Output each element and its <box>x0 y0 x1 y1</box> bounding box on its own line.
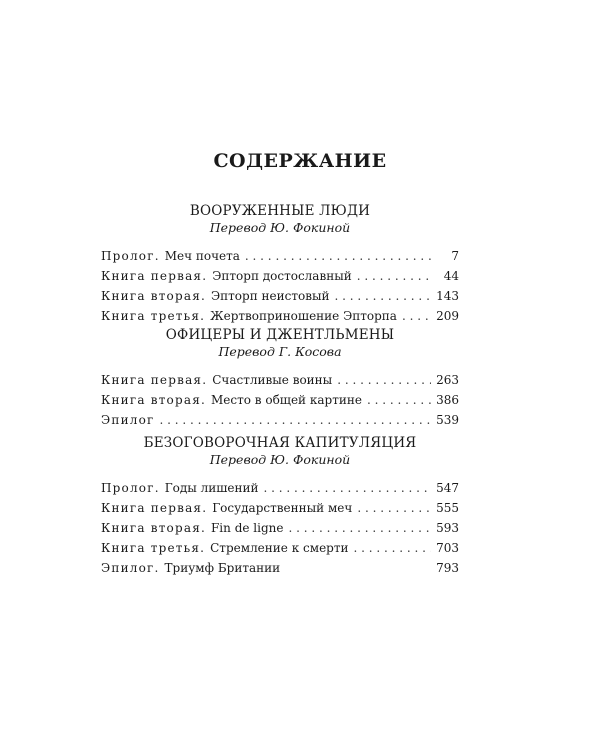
toc-section <box>101 202 459 326</box>
entry-page: 703 <box>436 541 459 555</box>
dot-leader <box>402 306 431 326</box>
entry-part: Эпилог <box>101 413 155 427</box>
entry-part: Пролог. <box>101 249 160 263</box>
dot-leader <box>337 370 431 390</box>
entry-part: Книга первая. <box>101 269 208 283</box>
dot-leader <box>354 538 432 558</box>
section-title: БЕЗОГОВОРОЧНАЯ КАПИТУЛЯЦИЯ <box>143 435 417 451</box>
entry-title: Годы лишений <box>164 481 259 495</box>
entry-title: Эпторп достославный <box>212 269 352 283</box>
entry-page: 7 <box>451 249 459 263</box>
dot-leader <box>160 410 432 430</box>
dot-leader <box>288 518 431 538</box>
entry-page: 539 <box>436 413 459 427</box>
toc-entry[interactable] <box>101 266 459 286</box>
entry-page: 593 <box>436 521 459 535</box>
toc-entry[interactable] <box>101 390 459 410</box>
entry-title: Триумф Британии <box>164 561 281 575</box>
entry-title: Место в общей картине <box>210 393 362 407</box>
section-translator: Перевод Ю. Фокиной <box>209 452 351 467</box>
dot-leader <box>245 246 432 266</box>
entries-list <box>101 246 459 326</box>
toc-entry[interactable] <box>101 478 459 498</box>
entry-title: Счастливые воины <box>212 373 333 387</box>
entry-part: Книга вторая. <box>101 521 206 535</box>
entry-title: Меч почета <box>164 249 240 263</box>
dot-leader <box>264 478 432 498</box>
toc-entry[interactable] <box>101 498 459 518</box>
section-title: ОФИЦЕРЫ И ДЖЕНТЛЬМЕНЫ <box>165 327 395 343</box>
section-translator: Перевод Г. Косова <box>218 344 342 359</box>
toc-entry[interactable] <box>101 370 459 390</box>
toc-entry[interactable] <box>101 518 459 538</box>
entry-page: 555 <box>436 501 459 515</box>
entry-title: Стремление к смерти <box>210 541 349 555</box>
entry-part: Книга третья. <box>101 541 206 555</box>
entry-page: 209 <box>436 309 459 323</box>
entry-title: Государственный меч <box>212 501 353 515</box>
entries-list <box>101 370 459 430</box>
dot-leader <box>335 286 432 306</box>
entries-list <box>101 478 459 578</box>
toc-section <box>101 434 459 578</box>
entry-part: Эпилог. <box>101 561 160 575</box>
entry-page: 44 <box>443 269 459 283</box>
toc-entry[interactable] <box>101 410 459 430</box>
toc-entry[interactable] <box>101 246 459 266</box>
dot-leader <box>357 498 431 518</box>
toc-entry[interactable] <box>101 286 459 306</box>
entry-part: Книга третья. <box>101 309 206 323</box>
page-title: СОДЕРЖАНИЕ <box>213 150 387 172</box>
entry-page: 793 <box>436 561 459 575</box>
toc-entry[interactable] <box>101 538 459 558</box>
toc-section <box>101 326 459 430</box>
entry-page: 386 <box>436 393 459 407</box>
entry-page: 263 <box>436 373 459 387</box>
dot-leader <box>367 390 431 410</box>
entry-part: Книга первая. <box>101 373 208 387</box>
entry-part: Книга вторая. <box>101 289 206 303</box>
toc-entry[interactable] <box>101 558 459 578</box>
entry-part: Книга первая. <box>101 501 208 515</box>
entry-page: 547 <box>436 481 459 495</box>
entry-title: Жертвоприношение Эпторпа <box>210 309 397 323</box>
entry-part: Пролог. <box>101 481 160 495</box>
dot-leader <box>357 266 432 286</box>
entry-page: 143 <box>436 289 459 303</box>
entry-title: Fin de ligne <box>210 521 284 535</box>
section-title: ВООРУЖЕННЫЕ ЛЮДИ <box>189 203 371 219</box>
section-translator: Перевод Ю. Фокиной <box>209 220 351 235</box>
entry-part: Книга вторая. <box>101 393 206 407</box>
toc-entry[interactable] <box>101 306 459 326</box>
entry-title: Эпторп неистовый <box>210 289 330 303</box>
